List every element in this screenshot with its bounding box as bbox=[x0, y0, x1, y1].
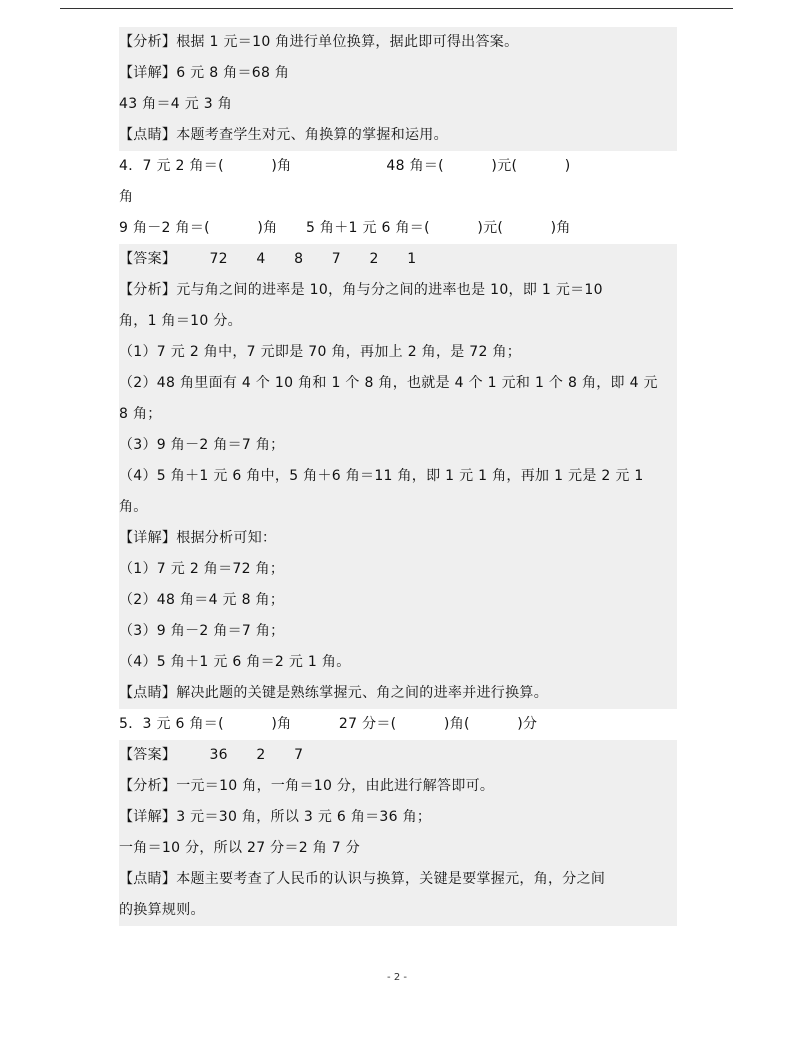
solution-text-line: （4）5 角＋1 元 6 角＝2 元 1 角。 bbox=[119, 647, 677, 678]
solution-text-line: 角。 bbox=[119, 492, 677, 523]
solution-text-line: 角，1 角＝10 分。 bbox=[119, 306, 677, 337]
question-line: 4．7 元 2 角＝( )角 48 角＝( )元( ) bbox=[119, 158, 571, 174]
solution-text-line: （1）7 元 2 角中，7 元即是 70 角，再加上 2 角，是 72 角； bbox=[119, 337, 677, 368]
solution-text-line: （2）48 角里面有 4 个 10 角和 1 个 8 角，也就是 4 个 1 元和 1 个 8 角，即 4 元 bbox=[119, 368, 677, 399]
solution-text-line: 【答案】 36 2 7 bbox=[119, 740, 677, 771]
solution-text-line: 一角＝10 分，所以 27 分＝2 角 7 分 bbox=[119, 833, 677, 864]
solution-text-line: 【详解】3 元＝30 角，所以 3 元 6 角＝36 角； bbox=[119, 802, 677, 833]
solution-text-line: 【分析】一元＝10 角，一角＝10 分，由此进行解答即可。 bbox=[119, 771, 677, 802]
solution-text-line: （2）48 角＝4 元 8 角； bbox=[119, 585, 677, 616]
question-line: 角 bbox=[119, 189, 134, 205]
solution-text-line: 【点睛】解决此题的关键是熟练掌握元、角之间的进率并进行换算。 bbox=[119, 678, 677, 709]
solution-text-line: 【详解】6 元 8 角＝68 角 bbox=[119, 58, 677, 89]
solution-text-line: （3）9 角－2 角＝7 角； bbox=[119, 430, 677, 461]
solution-text-line: 【分析】根据 1 元＝10 角进行单位换算，据此即可得出答案。 bbox=[119, 27, 677, 58]
header-rule bbox=[60, 8, 733, 9]
solution-text-line: 的换算规则。 bbox=[119, 895, 677, 926]
solution-text-line: （4）5 角＋1 元 6 角中，5 角＋6 角＝11 角，即 1 元 1 角，再加 1 元是 2 元 1 bbox=[119, 461, 677, 492]
solution-text-line: 【详解】根据分析可知： bbox=[119, 523, 677, 554]
solution-text-line: 【点睛】本题主要考查了人民币的认识与换算，关键是要掌握元，角，分之间 bbox=[119, 864, 677, 895]
solution-text-line: （1）7 元 2 角＝72 角； bbox=[119, 554, 677, 585]
solution-text-line: 43 角＝4 元 3 角 bbox=[119, 89, 677, 120]
solution-text-line: 8 角； bbox=[119, 399, 677, 430]
solution-text-line: 【答案】 72 4 8 7 2 1 bbox=[119, 244, 677, 275]
solution-text-line: 【点睛】本题考查学生对元、角换算的掌握和运用。 bbox=[119, 120, 677, 151]
question-line: 9 角－2 角＝( )角 5 角＋1 元 6 角＝( )元( )角 bbox=[119, 220, 571, 236]
solution-text-line: （3）9 角－2 角＝7 角； bbox=[119, 616, 677, 647]
solution-text-line: 【分析】元与角之间的进率是 10，角与分之间的进率也是 10，即 1 元＝10 bbox=[119, 275, 677, 306]
page-number: - 2 - bbox=[387, 972, 407, 983]
question-line: 5．3 元 6 角＝( )角 27 分＝( )角( )分 bbox=[119, 716, 538, 732]
document-body bbox=[119, 27, 677, 926]
